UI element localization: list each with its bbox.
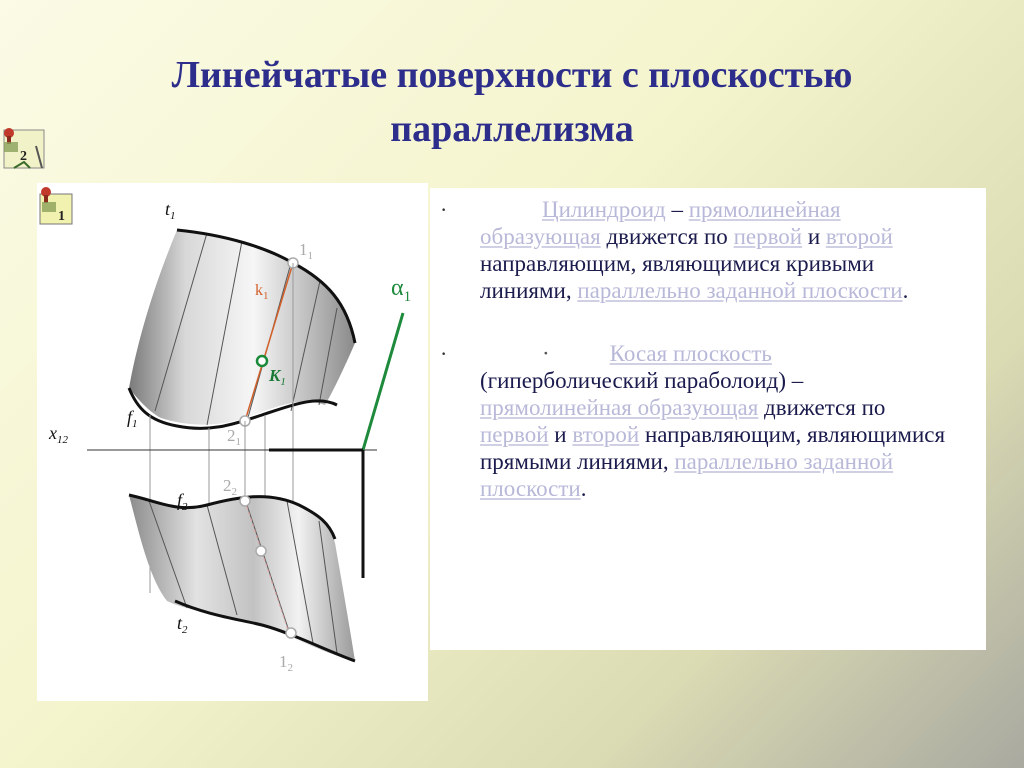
label-t2: $t_2$: [177, 613, 188, 636]
definitions-panel: [430, 188, 986, 650]
slide-title: [0, 48, 1024, 156]
bullet-skew-plane: [440, 340, 950, 502]
cylindroid-diagram: [37, 183, 428, 701]
link-skew-plane[interactable]: Косая плоскость: [609, 341, 772, 366]
text-moves: движется по: [600, 224, 734, 249]
label-1-2: $1_2$: [279, 652, 293, 674]
label-t1: $t_1$: [165, 199, 176, 222]
label-alpha1: $\alpha_1$: [391, 275, 412, 305]
link-second-2[interactable]: второй: [572, 422, 640, 447]
nav-2-label: 2: [20, 149, 27, 164]
text-and: и: [802, 224, 826, 249]
link-generatrix[interactable]: прямолинейная образующая: [480, 197, 841, 249]
text-period: .: [902, 278, 909, 303]
text-moves-2: движется по: [758, 395, 886, 420]
text-directrices: направляющим, являющимися кривыми линиями,: [480, 251, 875, 303]
label-2-2: $2_2$: [223, 476, 237, 498]
diagram-panel: [37, 183, 428, 701]
text-directrices-2: направляющим, являющимися прямыми линиями,: [480, 422, 946, 474]
title-line-1: Линейчатые поверхности с плоскостью: [171, 54, 853, 96]
point-1-2: [286, 628, 296, 638]
text-hyperbolic: (гиперболический параболоид) –: [480, 368, 804, 393]
K2-point: [256, 546, 266, 556]
K1-point: [257, 356, 267, 366]
link-first-2[interactable]: первой: [480, 422, 549, 447]
text-and-2: и: [548, 422, 573, 447]
text-period-2: .: [580, 476, 587, 501]
slide-1-link-icon[interactable]: [38, 184, 76, 228]
bullet-subdot: ·: [542, 341, 550, 366]
slide-2-link-icon[interactable]: [0, 124, 46, 174]
bullet-dot: ·: [440, 197, 448, 222]
bullet-dot: ·: [440, 341, 448, 366]
link-second[interactable]: второй: [825, 224, 893, 249]
alpha1-trace: [363, 313, 403, 450]
label-f1: $f_1$: [127, 407, 138, 430]
point-2-2: [240, 496, 250, 506]
link-generatrix-2[interactable]: прямолинейная образующая: [480, 395, 759, 420]
nav-1-label: 1: [58, 209, 65, 224]
bullet-cylindroid: [440, 196, 950, 304]
text-dash: –: [665, 197, 689, 222]
link-parallel-plane[interactable]: параллельно заданной плоскости: [577, 278, 903, 303]
title-line-2: параллелизма: [390, 108, 634, 150]
label-f2: $f_2$: [177, 490, 188, 513]
link-cylindroid[interactable]: Цилиндроид: [542, 197, 666, 222]
label-1-1: $1_1$: [299, 240, 313, 262]
label-K1: $K_1$: [269, 366, 286, 388]
link-first[interactable]: первой: [733, 224, 803, 249]
label-2-1: $2_1$: [227, 426, 241, 448]
label-k1: $k_1$: [255, 282, 269, 302]
label-x12: $x_{12}$: [49, 423, 68, 446]
link-parallel-plane-2[interactable]: параллельно заданной плоскости: [480, 449, 894, 501]
